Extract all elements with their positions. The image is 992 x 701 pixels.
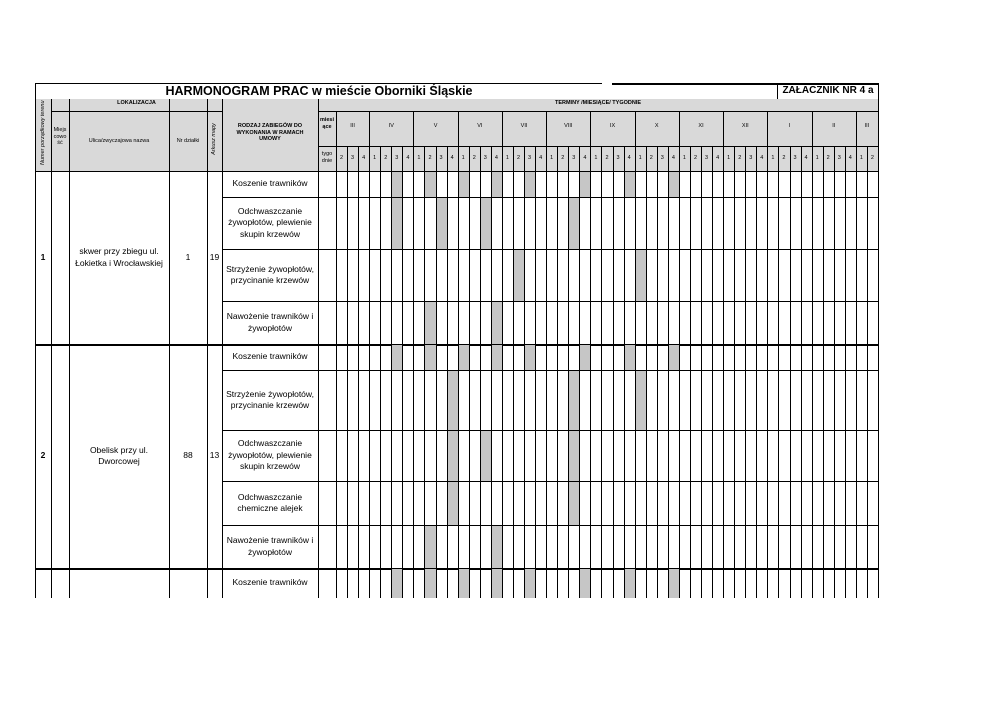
scheduled-week xyxy=(625,172,635,197)
week-label: 3 xyxy=(616,155,620,161)
month-label: X xyxy=(654,123,659,129)
week-label: 4 xyxy=(450,155,454,161)
month-label: VIII xyxy=(564,123,573,129)
scheduled-week xyxy=(625,345,635,370)
scheduled-week xyxy=(437,198,447,249)
week-label: 3 xyxy=(395,155,399,161)
task-label: Nawożenie trawników i żywopłotów xyxy=(226,311,314,333)
week-label: 2 xyxy=(870,155,874,161)
week-label: 3 xyxy=(483,155,487,161)
header-tygodnie: tygo dnie xyxy=(321,151,333,164)
week-label: 4 xyxy=(627,155,631,161)
month-label: IX xyxy=(609,123,616,129)
scheduled-week xyxy=(525,345,535,370)
scheduled-week xyxy=(392,198,402,249)
header-numer: Numer porządkowy terenu xyxy=(40,100,46,165)
week-label: 2 xyxy=(826,155,830,161)
scheduled-week xyxy=(425,526,435,568)
week-label: 1 xyxy=(550,155,554,161)
header-terminy: TERMINY /MIESIĄCE/ TYGODNIE xyxy=(554,100,642,106)
scheduled-week xyxy=(459,345,469,370)
month-label: VII xyxy=(520,123,528,129)
scheduled-week xyxy=(492,526,502,568)
week-label: 1 xyxy=(859,155,863,161)
scheduled-week xyxy=(425,569,435,598)
group-street: Obelisk przy ul. Dworcowej xyxy=(89,444,149,466)
scheduled-week xyxy=(669,172,679,197)
scheduled-week xyxy=(392,345,402,370)
week-label: 2 xyxy=(693,155,697,161)
header-lokalizacja: LOKALIZACJA xyxy=(117,100,156,106)
scheduled-week xyxy=(459,172,469,197)
week-label: 3 xyxy=(528,155,532,161)
month-label: V xyxy=(433,123,438,129)
week-label: 4 xyxy=(716,155,720,161)
week-label: 1 xyxy=(638,155,642,161)
week-label: 1 xyxy=(461,155,465,161)
week-label: 3 xyxy=(351,155,355,161)
week-label: 1 xyxy=(505,155,509,161)
group-street xyxy=(71,568,167,598)
week-label: 3 xyxy=(837,155,841,161)
week-label: 2 xyxy=(428,155,432,161)
week-label: 4 xyxy=(406,155,410,161)
task-label: Koszenie trawników xyxy=(232,178,308,189)
scheduled-week xyxy=(569,431,579,481)
scheduled-week xyxy=(525,172,535,197)
scheduled-week xyxy=(492,569,502,598)
group-sheet xyxy=(209,568,220,598)
week-label: 1 xyxy=(417,155,421,161)
header-rodzaj: RODZAJ ZABIEGÓW DO WYKONANIA W RAMACH UMOWY xyxy=(236,123,304,142)
week-label: 4 xyxy=(494,155,498,161)
annex-label: ZAŁACZNIK NR 4 a xyxy=(782,85,874,96)
month-label: II xyxy=(832,123,836,129)
group-parcel xyxy=(171,568,205,598)
week-label: 1 xyxy=(771,155,775,161)
scheduled-week xyxy=(481,198,491,249)
week-label: 1 xyxy=(594,155,598,161)
task-label: Odchwaszczanie żywopłotów, plewienie skupin krzewów xyxy=(228,205,312,239)
month-label: XI xyxy=(698,123,704,129)
scheduled-week xyxy=(459,569,469,598)
month-label: VI xyxy=(477,123,483,129)
week-label: 2 xyxy=(738,155,742,161)
week-label: 2 xyxy=(649,155,653,161)
week-label: 2 xyxy=(339,155,344,161)
task-label: Nawożenie trawników i żywopłotów xyxy=(226,535,314,557)
scheduled-week xyxy=(392,172,402,197)
scheduled-week xyxy=(448,371,458,430)
group-parcel: 88 xyxy=(183,450,193,461)
week-label: 4 xyxy=(848,155,852,161)
scheduled-week xyxy=(636,371,646,430)
header-miejscowosc: Miejs cowo ść xyxy=(53,127,67,146)
week-label: 2 xyxy=(561,155,565,161)
task-label: Koszenie trawników xyxy=(232,577,308,588)
scheduled-week xyxy=(669,345,679,370)
scheduled-week xyxy=(569,482,579,525)
group-number xyxy=(37,568,49,598)
scheduled-week xyxy=(492,172,502,197)
page-title: HARMONOGRAM PRAC w mieście Oborniki Śląskie xyxy=(165,84,473,98)
scheduled-week xyxy=(580,172,590,197)
scheduled-week xyxy=(448,431,458,481)
group-street: skwer przy zbiegu ul. Łokietka i Wrocławskiej xyxy=(75,246,163,268)
header-nr-dzialki: Nr działki xyxy=(176,138,200,144)
scheduled-week xyxy=(569,371,579,430)
group-sheet: 19 xyxy=(209,251,220,262)
week-label: 3 xyxy=(660,155,664,161)
week-label: 4 xyxy=(804,155,808,161)
task-label: Odchwaszczanie chemiczne alejek xyxy=(237,491,303,513)
header-ulica: Ulica/zwyczajowa nazwa xyxy=(88,138,150,144)
task-label: Strzyżenie żywopłotów, przycinanie krzewów xyxy=(226,263,314,285)
week-label: 3 xyxy=(749,155,753,161)
week-label: 1 xyxy=(815,155,819,161)
week-label: 2 xyxy=(605,155,609,161)
week-label: 2 xyxy=(782,155,786,161)
week-label: 3 xyxy=(705,155,709,161)
scheduled-week xyxy=(580,569,590,598)
week-label: 4 xyxy=(760,155,764,161)
group-number: 1 xyxy=(40,251,46,262)
scheduled-week xyxy=(580,345,590,370)
scheduled-week xyxy=(569,198,579,249)
header-arkusz: Arkusz mapy xyxy=(211,123,217,155)
week-label: 4 xyxy=(583,155,587,161)
scheduled-week xyxy=(625,569,635,598)
scheduled-week xyxy=(669,569,679,598)
week-label: 2 xyxy=(516,155,521,161)
group-sheet: 13 xyxy=(209,450,220,461)
month-label: III xyxy=(350,123,355,129)
week-label: 3 xyxy=(793,155,797,161)
week-label: 3 xyxy=(572,155,576,161)
task-label: Strzyżenie żywopłotów, przycinanie krzewów xyxy=(226,388,314,410)
week-label: 4 xyxy=(671,155,675,161)
scheduled-week xyxy=(492,302,502,344)
scheduled-week xyxy=(448,482,458,525)
scheduled-week xyxy=(425,302,435,344)
scheduled-week xyxy=(514,250,524,301)
group-parcel: 1 xyxy=(185,251,191,262)
scheduled-week xyxy=(425,345,435,370)
scheduled-week xyxy=(481,431,491,481)
week-label: 3 xyxy=(439,155,443,161)
week-label: 2 xyxy=(472,155,476,161)
month-label: III xyxy=(864,123,870,129)
task-label: Odchwaszczanie żywopłotów, plewienie skupin krzewów xyxy=(228,438,312,472)
header-miesiace: miesi ące xyxy=(319,117,335,130)
month-label: XII xyxy=(741,123,749,129)
scheduled-week xyxy=(425,172,435,197)
week-label: 2 xyxy=(384,155,388,161)
scheduled-week xyxy=(392,569,402,598)
group-number: 2 xyxy=(40,450,46,461)
week-label: 4 xyxy=(362,155,366,161)
task-label: Koszenie trawników xyxy=(232,351,308,362)
scheduled-week xyxy=(492,345,502,370)
scheduled-week xyxy=(525,569,535,598)
scheduled-week xyxy=(636,250,646,301)
month-label: I xyxy=(788,123,791,129)
week-label: 4 xyxy=(539,155,543,161)
week-label: 1 xyxy=(682,155,686,161)
week-label: 1 xyxy=(373,155,377,161)
month-label: IV xyxy=(388,123,394,129)
week-label: 1 xyxy=(727,155,731,161)
